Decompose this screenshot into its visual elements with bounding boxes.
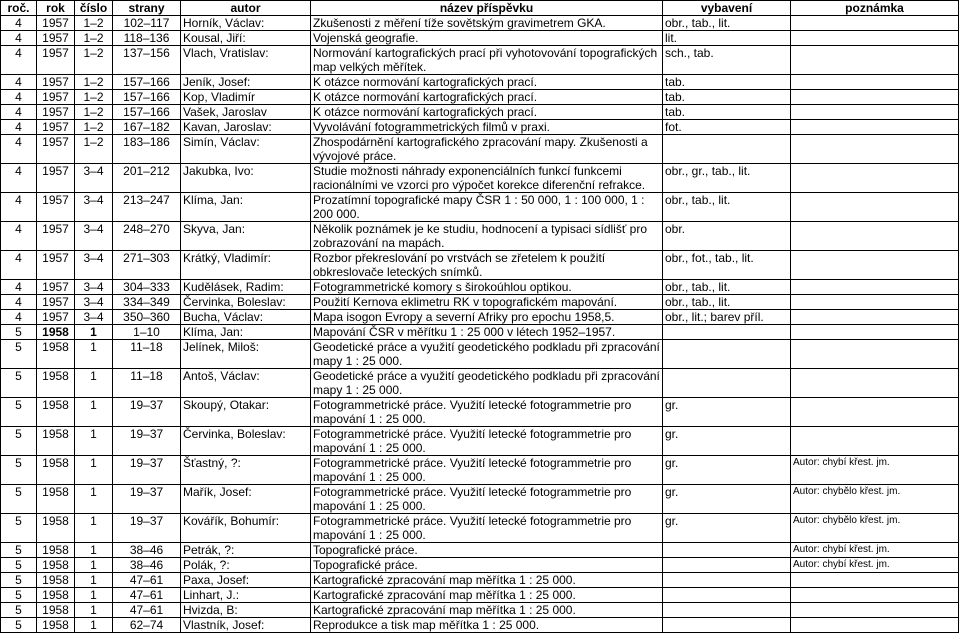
table-row (1, 46, 959, 75)
cell-poznamka (791, 31, 959, 46)
cell-nazev: Fotogrammetrické práce. Využití letecké fotogrammetrie pro mapování 1 : 25 000. (311, 427, 663, 456)
cell-poznamka (791, 120, 959, 135)
cell-nazev: Vojenská geografie. (311, 31, 663, 46)
cell-rok: 1957 (37, 222, 75, 251)
cell-rok: 1958 (37, 398, 75, 427)
cell-nazev: Studie možnosti náhrady exponenciálních funkcí funkcemi racionálními ve vzorci pro výpočet korekce diferenční refrakce. (311, 164, 663, 193)
cell-vybaveni (663, 618, 791, 633)
cell-cislo: 1–2 (75, 135, 113, 164)
table-row (1, 295, 959, 310)
cell-autor: Šťastný, ?: (181, 456, 311, 485)
table-row (1, 369, 959, 398)
cell-nazev: Fotogrammetrické práce. Využití letecké fotogrammetrie pro mapování 1 : 25 000. (311, 514, 663, 543)
cell-roc: 5 (1, 456, 37, 485)
cell-poznamka (791, 603, 959, 618)
cell-strany: 157–166 (113, 75, 181, 90)
cell-poznamka (791, 135, 959, 164)
cell-autor: Skoupý, Otakar: (181, 398, 311, 427)
cell-strany: 167–182 (113, 120, 181, 135)
cell-rok: 1958 (37, 485, 75, 514)
cell-nazev: Mapa isogon Evropy a severní Afriky pro epochu 1958,5. (311, 310, 663, 325)
cell-rok: 1958 (37, 325, 75, 340)
table-row (1, 456, 959, 485)
cell-autor: Vlach, Vratislav: (181, 46, 311, 75)
table-row (1, 120, 959, 135)
table-row (1, 90, 959, 105)
cell-vybaveni: obr., fot., tab., lit. (663, 251, 791, 280)
table-row (1, 340, 959, 369)
cell-strany: 47–61 (113, 603, 181, 618)
cell-strany: 157–166 (113, 90, 181, 105)
cell-roc: 4 (1, 90, 37, 105)
cell-roc: 4 (1, 120, 37, 135)
cell-vybaveni (663, 325, 791, 340)
cell-cislo: 3–4 (75, 295, 113, 310)
table-row (1, 603, 959, 618)
cell-rok: 1957 (37, 251, 75, 280)
cell-strany: 38–46 (113, 543, 181, 558)
cell-strany: 1–10 (113, 325, 181, 340)
cell-poznamka (791, 90, 959, 105)
cell-roc: 5 (1, 588, 37, 603)
cell-roc: 4 (1, 46, 37, 75)
cell-nazev: Několik poznámek je ke studiu, hodnocení a typisaci sídlišť pro zobrazování na mapách. (311, 222, 663, 251)
cell-nazev: Reprodukce a tisk map měřítka 1 : 25 000. (311, 618, 663, 633)
cell-nazev: Geodetické práce a využití geodetického podkladu při zpracování mapy 1 : 25 000. (311, 369, 663, 398)
cell-cislo: 1 (75, 485, 113, 514)
cell-cislo: 1 (75, 369, 113, 398)
cell-autor: Linhart, J.: (181, 588, 311, 603)
table-row (1, 588, 959, 603)
cell-roc: 4 (1, 105, 37, 120)
cell-vybaveni: obr., tab., lit. (663, 295, 791, 310)
cell-poznamka (791, 280, 959, 295)
table-row (1, 398, 959, 427)
cell-poznamka (791, 310, 959, 325)
cell-vybaveni (663, 369, 791, 398)
cell-nazev: Zhospodárnění kartografického zpracování mapy. Zkušenosti a vývojové práce. (311, 135, 663, 164)
cell-roc: 4 (1, 75, 37, 90)
cell-roc: 5 (1, 369, 37, 398)
cell-rok: 1958 (37, 603, 75, 618)
cell-strany: 271–303 (113, 251, 181, 280)
cell-strany: 62–74 (113, 618, 181, 633)
cell-autor: Klíma, Jan: (181, 193, 311, 222)
cell-rok: 1958 (37, 558, 75, 573)
cell-cislo: 1 (75, 543, 113, 558)
cell-cislo: 1 (75, 456, 113, 485)
cell-nazev: Fotogrammetrické práce. Využití letecké fotogrammetrie pro mapování 1 : 25 000. (311, 485, 663, 514)
cell-cislo: 1 (75, 325, 113, 340)
table-row (1, 16, 959, 31)
cell-nazev: Použití Kernova eklimetru RK v topografickém mapování. (311, 295, 663, 310)
cell-roc: 5 (1, 427, 37, 456)
cell-vybaveni: gr. (663, 485, 791, 514)
cell-rok: 1958 (37, 573, 75, 588)
cell-strany: 118–136 (113, 31, 181, 46)
cell-poznamka: Autor: chybělo křest. jm. (791, 514, 959, 543)
cell-vybaveni: obr., tab., lit. (663, 193, 791, 222)
cell-roc: 5 (1, 514, 37, 543)
cell-vybaveni: tab. (663, 75, 791, 90)
cell-strany: 19–37 (113, 398, 181, 427)
cell-poznamka (791, 588, 959, 603)
table-row (1, 485, 959, 514)
cell-vybaveni: sch., tab. (663, 46, 791, 75)
cell-rok: 1957 (37, 295, 75, 310)
cell-poznamka (791, 75, 959, 90)
cell-vybaveni (663, 135, 791, 164)
cell-vybaveni: obr., gr., tab., lit. (663, 164, 791, 193)
cell-strany: 47–61 (113, 573, 181, 588)
cell-cislo: 1–2 (75, 31, 113, 46)
cell-nazev: Zkušenosti z měření tíže sovětským gravimetrem GKA. (311, 16, 663, 31)
table-row (1, 193, 959, 222)
cell-strany: 213–247 (113, 193, 181, 222)
cell-poznamka (791, 427, 959, 456)
cell-nazev: Kartografické zpracování map měřítka 1 : 25 000. (311, 603, 663, 618)
cell-autor: Jakubka, Ivo: (181, 164, 311, 193)
table-row (1, 543, 959, 558)
cell-autor: Horník, Václav: (181, 16, 311, 31)
cell-roc: 4 (1, 310, 37, 325)
cell-nazev: Fotogrammetrické komory s širokoúhlou optikou. (311, 280, 663, 295)
cell-roc: 5 (1, 603, 37, 618)
table-body (1, 16, 959, 633)
table-row (1, 135, 959, 164)
cell-strany: 19–37 (113, 514, 181, 543)
cell-rok: 1957 (37, 105, 75, 120)
table-row (1, 573, 959, 588)
cell-autor: Jeník, Josef: (181, 75, 311, 90)
column-header-vybaveni: vybavení (663, 1, 791, 16)
cell-poznamka (791, 369, 959, 398)
cell-cislo: 3–4 (75, 193, 113, 222)
cell-roc: 5 (1, 325, 37, 340)
cell-strany: 19–37 (113, 485, 181, 514)
table-row (1, 514, 959, 543)
cell-cislo: 1 (75, 340, 113, 369)
cell-autor: Antoš, Václav: (181, 369, 311, 398)
cell-nazev: Topografické práce. (311, 558, 663, 573)
cell-cislo: 1–2 (75, 90, 113, 105)
cell-nazev: Kartografické zpracování map měřítka 1 : 25 000. (311, 588, 663, 603)
cell-autor: Jelínek, Miloš: (181, 340, 311, 369)
cell-autor: Kousal, Jiří: (181, 31, 311, 46)
table-row (1, 105, 959, 120)
cell-cislo: 3–4 (75, 164, 113, 193)
cell-strany: 102–117 (113, 16, 181, 31)
cell-autor: Krátký, Vladimír: (181, 251, 311, 280)
header-row (1, 1, 959, 16)
cell-roc: 4 (1, 251, 37, 280)
cell-poznamka (791, 222, 959, 251)
cell-nazev: K otázce normování kartografických prací. (311, 105, 663, 120)
cell-vybaveni (663, 603, 791, 618)
cell-rok: 1957 (37, 310, 75, 325)
cell-cislo: 3–4 (75, 280, 113, 295)
cell-strany: 334–349 (113, 295, 181, 310)
table-row (1, 280, 959, 295)
cell-autor: Kudělásek, Radim: (181, 280, 311, 295)
cell-strany: 248–270 (113, 222, 181, 251)
cell-rok: 1958 (37, 588, 75, 603)
cell-vybaveni: gr. (663, 456, 791, 485)
cell-strany: 304–333 (113, 280, 181, 295)
cell-cislo: 1 (75, 618, 113, 633)
cell-cislo: 1 (75, 514, 113, 543)
cell-poznamka: Autor: chybí křest. jm. (791, 456, 959, 485)
cell-autor: Kavan, Jaroslav: (181, 120, 311, 135)
cell-nazev: Vyvolávání fotogrammetrických filmů v praxi. (311, 120, 663, 135)
cell-roc: 4 (1, 31, 37, 46)
cell-vybaveni: tab. (663, 90, 791, 105)
cell-strany: 38–46 (113, 558, 181, 573)
cell-autor: Petrák, ?: (181, 543, 311, 558)
cell-roc: 4 (1, 164, 37, 193)
cell-roc: 4 (1, 295, 37, 310)
cell-autor: Bucha, Václav: (181, 310, 311, 325)
cell-autor: Kovářík, Bohumír: (181, 514, 311, 543)
cell-rok: 1958 (37, 340, 75, 369)
cell-nazev: Prozatímní topografické mapy ČSR 1 : 50 000, 1 : 100 000, 1 : 200 000. (311, 193, 663, 222)
cell-poznamka (791, 398, 959, 427)
cell-rok: 1957 (37, 31, 75, 46)
cell-poznamka: Autor: chybělo křest. jm. (791, 485, 959, 514)
cell-autor: Mařík, Josef: (181, 485, 311, 514)
cell-cislo: 1 (75, 603, 113, 618)
cell-strany: 350–360 (113, 310, 181, 325)
cell-roc: 5 (1, 573, 37, 588)
cell-roc: 4 (1, 16, 37, 31)
cell-nazev: Geodetické práce a využití geodetického podkladu při zpracování mapy 1 : 25 000. (311, 340, 663, 369)
cell-cislo: 1 (75, 573, 113, 588)
cell-autor: Vlastník, Josef: (181, 618, 311, 633)
table-row (1, 222, 959, 251)
cell-cislo: 3–4 (75, 310, 113, 325)
cell-poznamka (791, 16, 959, 31)
cell-cislo: 1–2 (75, 105, 113, 120)
column-header-rok: rok (37, 1, 75, 16)
cell-nazev: Fotogrammetrické práce. Využití letecké fotogrammetrie pro mapování 1 : 25 000. (311, 398, 663, 427)
table-row (1, 618, 959, 633)
cell-nazev: K otázce normování kartografických prací. (311, 75, 663, 90)
cell-rok: 1958 (37, 427, 75, 456)
cell-strany: 201–212 (113, 164, 181, 193)
cell-roc: 5 (1, 558, 37, 573)
cell-nazev: Kartografické zpracování map měřítka 1 : 25 000. (311, 573, 663, 588)
cell-poznamka (791, 164, 959, 193)
cell-rok: 1957 (37, 90, 75, 105)
cell-vybaveni: tab. (663, 105, 791, 120)
cell-poznamka (791, 340, 959, 369)
cell-strany: 19–37 (113, 427, 181, 456)
cell-vybaveni (663, 588, 791, 603)
cell-cislo: 3–4 (75, 251, 113, 280)
cell-nazev: Rozbor překreslování po vrstvách se zřetelem k použití obkreslovače leteckých snímků. (311, 251, 663, 280)
cell-vybaveni: gr. (663, 514, 791, 543)
cell-vybaveni (663, 573, 791, 588)
cell-cislo: 1 (75, 588, 113, 603)
table-row (1, 164, 959, 193)
cell-rok: 1957 (37, 135, 75, 164)
cell-cislo: 1 (75, 427, 113, 456)
cell-roc: 4 (1, 222, 37, 251)
cell-cislo: 1 (75, 398, 113, 427)
cell-vybaveni (663, 558, 791, 573)
cell-cislo: 1–2 (75, 46, 113, 75)
cell-rok: 1957 (37, 120, 75, 135)
cell-poznamka (791, 573, 959, 588)
cell-roc: 4 (1, 135, 37, 164)
cell-strany: 11–18 (113, 340, 181, 369)
cell-strany: 137–156 (113, 46, 181, 75)
table-row (1, 310, 959, 325)
column-header-autor: autor (181, 1, 311, 16)
cell-poznamka (791, 105, 959, 120)
cell-cislo: 1–2 (75, 120, 113, 135)
column-header-strany: strany (113, 1, 181, 16)
cell-vybaveni: gr. (663, 427, 791, 456)
cell-nazev: Normování kartografických prací při vyhotovování topografických map velkých měřítek. (311, 46, 663, 75)
cell-vybaveni (663, 340, 791, 369)
cell-rok: 1957 (37, 164, 75, 193)
cell-vybaveni (663, 543, 791, 558)
table-row (1, 427, 959, 456)
cell-nazev: Fotogrammetrické práce. Využití letecké fotogrammetrie pro mapování 1 : 25 000. (311, 456, 663, 485)
cell-autor: Paxa, Josef: (181, 573, 311, 588)
cell-poznamka (791, 251, 959, 280)
cell-cislo: 1–2 (75, 16, 113, 31)
cell-poznamka (791, 325, 959, 340)
cell-autor: Červinka, Boleslav: (181, 295, 311, 310)
table-row (1, 325, 959, 340)
table-row (1, 558, 959, 573)
cell-rok: 1958 (37, 618, 75, 633)
column-header-cislo: číslo (75, 1, 113, 16)
cell-cislo: 3–4 (75, 222, 113, 251)
cell-cislo: 1 (75, 558, 113, 573)
cell-nazev: Mapování ČSR v měřítku 1 : 25 000 v létech 1952–1957. (311, 325, 663, 340)
cell-rok: 1958 (37, 543, 75, 558)
cell-roc: 4 (1, 280, 37, 295)
cell-strany: 11–18 (113, 369, 181, 398)
cell-rok: 1957 (37, 46, 75, 75)
table-row (1, 251, 959, 280)
column-header-roc: roč. (1, 1, 37, 16)
cell-poznamka (791, 618, 959, 633)
cell-strany: 157–166 (113, 105, 181, 120)
cell-autor: Skyva, Jan: (181, 222, 311, 251)
cell-rok: 1958 (37, 514, 75, 543)
table-row (1, 75, 959, 90)
cell-rok: 1957 (37, 193, 75, 222)
cell-poznamka (791, 295, 959, 310)
cell-autor: Simín, Václav: (181, 135, 311, 164)
cell-strany: 183–186 (113, 135, 181, 164)
cell-poznamka: Autor: chybí křest. jm. (791, 558, 959, 573)
cell-strany: 47–61 (113, 588, 181, 603)
cell-vybaveni: obr., tab., lit. (663, 16, 791, 31)
cell-rok: 1958 (37, 456, 75, 485)
cell-vybaveni: fot. (663, 120, 791, 135)
cell-nazev: Topografické práce. (311, 543, 663, 558)
cell-roc: 5 (1, 340, 37, 369)
cell-vybaveni: obr., tab., lit. (663, 280, 791, 295)
cell-poznamka (791, 46, 959, 75)
column-header-nazev: název příspěvku (311, 1, 663, 16)
cell-poznamka (791, 193, 959, 222)
cell-autor: Vašek, Jaroslav (181, 105, 311, 120)
cell-vybaveni: gr. (663, 398, 791, 427)
cell-vybaveni: lit. (663, 31, 791, 46)
cell-autor: Polák, ?: (181, 558, 311, 573)
cell-autor: Kop, Vladimír (181, 90, 311, 105)
cell-autor: Klíma, Jan: (181, 325, 311, 340)
cell-roc: 5 (1, 485, 37, 514)
cell-rok: 1958 (37, 369, 75, 398)
cell-autor: Červinka, Boleslav: (181, 427, 311, 456)
table-row (1, 31, 959, 46)
cell-rok: 1957 (37, 75, 75, 90)
cell-roc: 5 (1, 543, 37, 558)
cell-strany: 19–37 (113, 456, 181, 485)
cell-autor: Hvizda, B: (181, 603, 311, 618)
cell-rok: 1957 (37, 280, 75, 295)
cell-vybaveni: obr. (663, 222, 791, 251)
cell-nazev: K otázce normování kartografických prací. (311, 90, 663, 105)
column-header-poznamka: poznámka (791, 1, 959, 16)
cell-vybaveni: obr., lit.; barev příl. (663, 310, 791, 325)
cell-cislo: 1–2 (75, 75, 113, 90)
cell-roc: 5 (1, 618, 37, 633)
cell-poznamka: Autor: chybí křest. jm. (791, 543, 959, 558)
cell-rok: 1957 (37, 16, 75, 31)
cell-roc: 4 (1, 193, 37, 222)
cell-roc: 5 (1, 398, 37, 427)
